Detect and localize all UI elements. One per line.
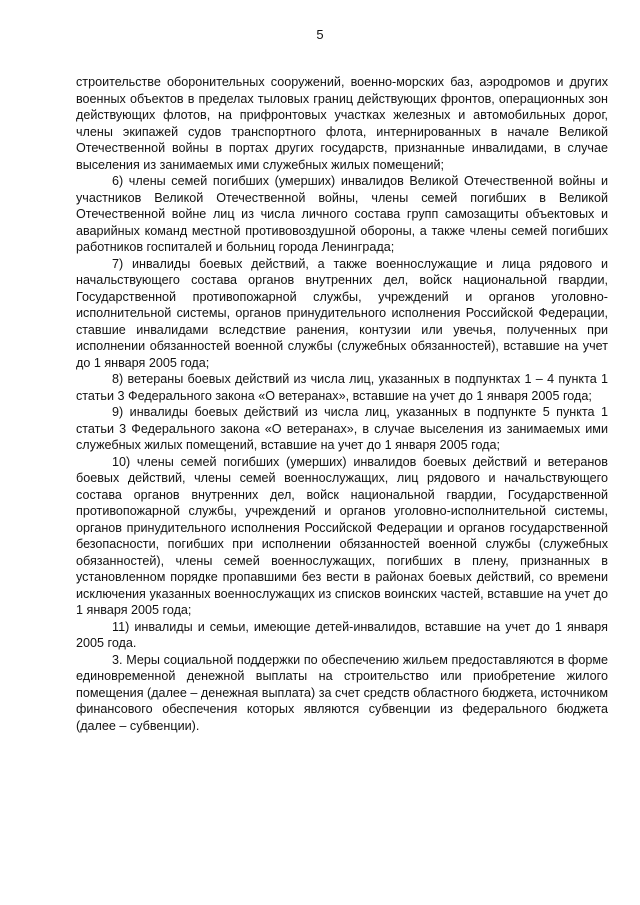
paragraph-item-11: 11) инвалиды и семьи, имеющие детей-инвалидов, вставшие на учет до 1 января 2005 года. — [76, 619, 608, 650]
page-number: 5 — [316, 27, 324, 42]
document-body — [76, 74, 608, 734]
paragraph-clause-3: 3. Меры социальной поддержки по обеспечению жильем предоставляются в форме единовременной денежной выплаты на строительство или приобретение жилого помещения (далее – денежная выплата) за счет средств областного бюджета, источником финансового обеспечения которых являются субвенции из федерального бюджета (далее – субвенции). — [76, 652, 608, 733]
paragraph-item-6: 6) члены семей погибших (умерших) инвалидов Великой Отечественной войны и участников Великой Отечественной войны, члены семей погибших в Великой Отечественной войне лиц из числа личного состава групп самозащиты объектовых и аварийных команд местной противовоздушной обороны, а также члены семей погибших работников госпиталей и больниц города Ленинграда; — [76, 174, 608, 254]
paragraph-item-9: 9) инвалиды боевых действий из числа лиц, указанных в подпункте 5 пункта 1 статьи 3 Федерального закона «О ветеранах», в случае выселения из занимаемых ими служебных жилых помещений, вставшие на учет до 1 января 2005 года; — [76, 405, 608, 452]
paragraph-continuation: строительстве оборонительных сооружений, военно-морских баз, аэродромов и других военных объектов в пределах тыловых границ действующих фронтов, операционных зон действующих флотов, на прифронтовых участках железных и автомобильных дорог, члены экипажей судов транспортного флота, интернированных в начале Великой Отечественной войны в портах других государств, признанные инвалидами, в случае выселения из занимаемых ими служебных жилых помещений; — [76, 75, 608, 172]
paragraph-item-8: 8) ветераны боевых действий из числа лиц, указанных в подпунктах 1 – 4 пункта 1 статьи 3 Федерального закона «О ветеранах», вставшие на учет до 1 января 2005 года; — [76, 372, 608, 403]
paragraph-item-10: 10) члены семей погибших (умерших) инвалидов боевых действий и ветеранов боевых действий, члены семей военнослужащих, лиц рядового и начальствующего состава органов внутренних дел, войск национальной гвардии, Государственной противопожарной службы, учреждений и органов уголовно-исполнительной системы, органов принудительного исполнения Российской Федерации и органов государственной безопасности, погибших при исполнении обязанностей военной службы (служебных обязанностей), члены семей военнослужащих, погибших в плену, признанных в установленном порядке пропавшими без вести в районах боевых действий, со времени исключения указанных военнослужащих из списков воинских частей, вставшие на учет до 1 января 2005 года; — [76, 454, 608, 617]
paragraph-item-7: 7) инвалиды боевых действий, а также военнослужащие и лица рядового и начальствующего состава органов внутренних дел, войск национальной гвардии, Государственной противопожарной службы, учреждений и органов уголовно-исполнительной системы, органов принудительного исполнения Российской Федерации, ставшие инвалидами вследствие ранения, контузии или увечья, полученных при исполнении обязанностей военной службы (служебных обязанностей), вставшие на учет до 1 января 2005 года; — [76, 256, 608, 370]
